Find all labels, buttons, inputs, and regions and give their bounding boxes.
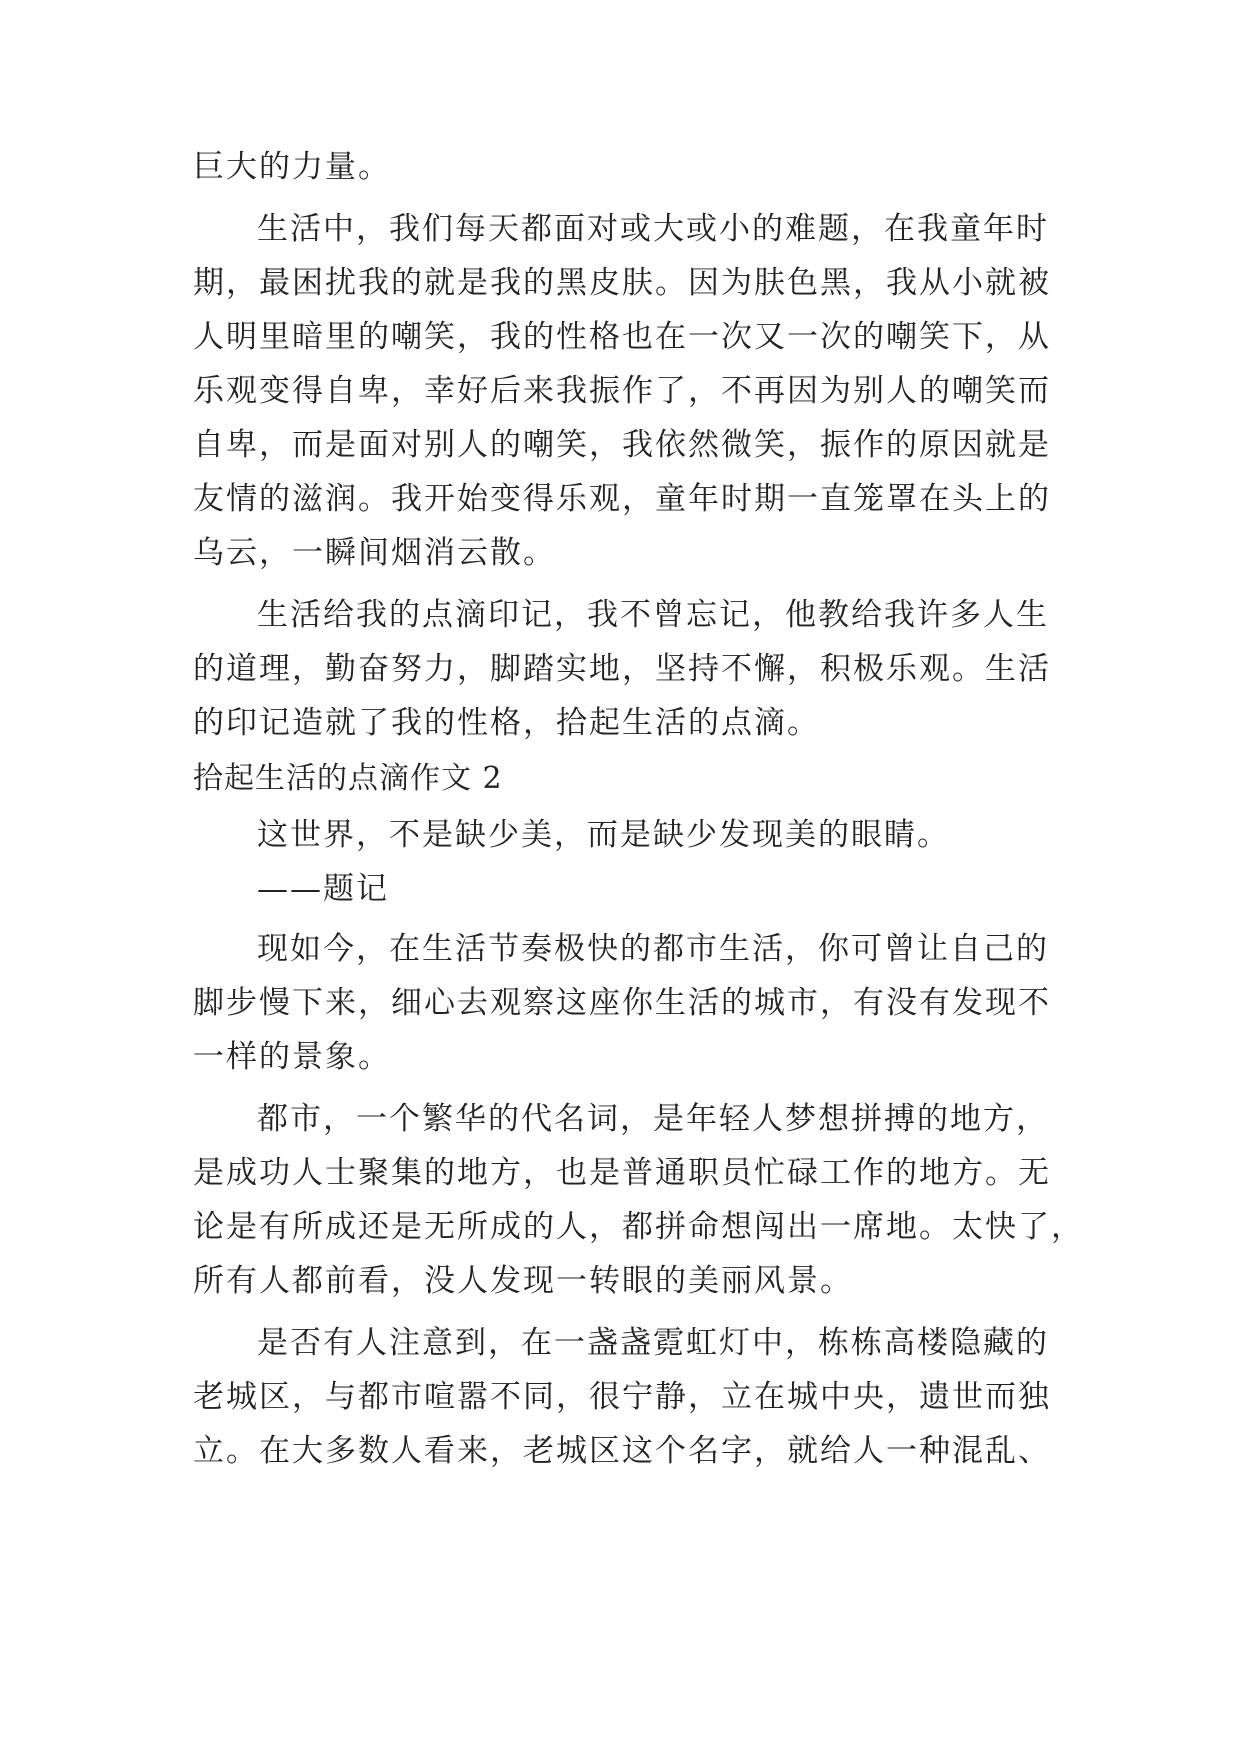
paragraph-line: 生活中，我们每天都面对或大或小的难题，在我童年时 (257, 211, 1049, 247)
paragraph-line: 人明里暗里的嘲笑，我的性格也在一次又一次的嘲笑下，从 (193, 319, 1051, 355)
paragraph-line: 现如今，在生活节奏极快的都市生活，你可曾让自己的 (257, 931, 1049, 967)
paragraph-line: 所有人都前看，没人发现一转眼的美丽风景。 (193, 1263, 853, 1299)
paragraph-line: 乐观变得自卑，幸好后来我振作了，不再因为别人的嘲笑而 (193, 373, 1051, 409)
paragraph-line: 的印记造就了我的性格，拾起生活的点滴。 (193, 705, 820, 741)
paragraph-line: 乌云，一瞬间烟消云散。 (193, 535, 556, 571)
paragraph-line: 一样的景象。 (193, 1039, 391, 1075)
epigraph-attribution: ——题记 (257, 871, 389, 907)
paragraph-line: 论是有所成还是无所成的人，都拼命想闯出一席地。太快了， (193, 1209, 1084, 1245)
paragraph-line: 老城区，与都市喧嚣不同，很宁静，立在城中央，遗世而独 (193, 1379, 1051, 1415)
paragraph-line: 都市，一个繁华的代名词，是年轻人梦想拼搏的地方， (257, 1101, 1049, 1137)
paragraph-line: 是否有人注意到，在一盏盏霓虹灯中，栋栋高楼隐藏的 (257, 1325, 1049, 1361)
paragraph-line: 巨大的力量。 (193, 149, 391, 185)
section-heading: 拾起生活的点滴作文 2 (193, 761, 503, 796)
paragraph-line: 立。在大多数人看来，老城区这个名字，就给人一种混乱、 (193, 1433, 1051, 1469)
paragraph-line: 是成功人士聚集的地方，也是普通职员忙碌工作的地方。无 (193, 1155, 1051, 1191)
paragraph-line: 自卑，而是面对别人的嘲笑，我依然微笑，振作的原因就是 (193, 427, 1051, 463)
paragraph-line: 生活给我的点滴印记，我不曾忘记，他教给我许多人生 (257, 597, 1049, 633)
epigraph-line: 这世界，不是缺少美，而是缺少发现美的眼睛。 (257, 817, 950, 853)
paragraph-line: 的道理，勤奋努力，脚踏实地，坚持不懈，积极乐观。生活 (193, 651, 1051, 687)
paragraph-line: 期，最困扰我的就是我的黑皮肤。因为肤色黑，我从小就被 (193, 265, 1051, 301)
paragraph-line: 脚步慢下来，细心去观察这座你生活的城市，有没有发现不 (193, 985, 1051, 1021)
paragraph-line: 友情的滋润。我开始变得乐观，童年时期一直笼罩在头上的 (193, 481, 1051, 517)
